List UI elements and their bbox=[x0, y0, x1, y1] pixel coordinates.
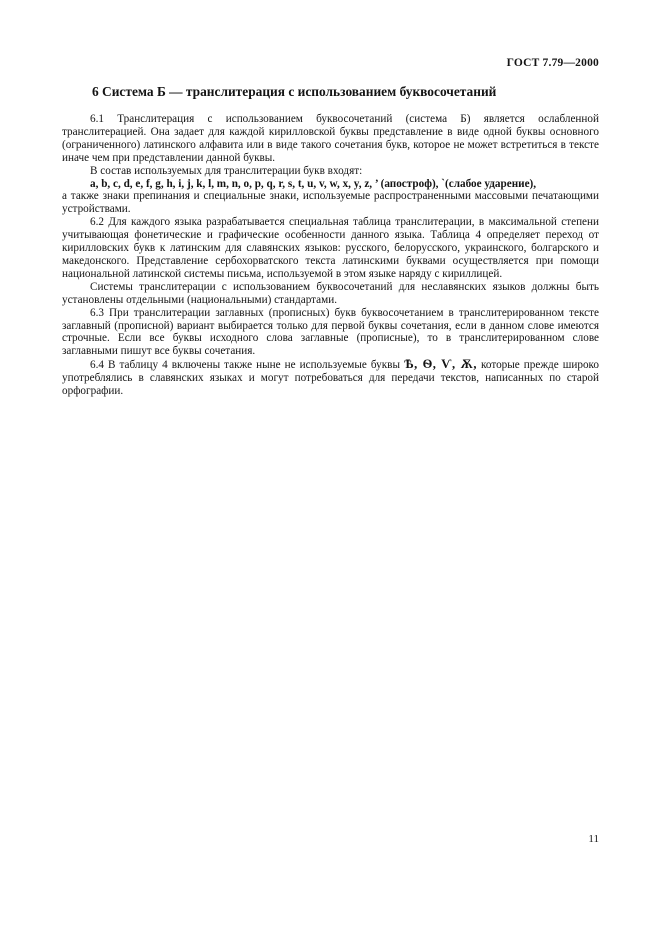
page-number: 11 bbox=[588, 833, 599, 845]
paragraph-6-4-before: 6.4 В таблицу 4 включены также ныне не используемые буквы bbox=[90, 359, 400, 372]
paragraph-6-2: 6.2 Для каждого языка разрабатывается специальная таблица транслитерации, в максимальной степени учитывающая фонетические и графические особенности данного языка. Таблица 4 определяет переход от кирилловских букв к латинским для славянских языков: русского, белорусского, украинского, болгарского и македонского. Представление сербохорватского текста латинскими буквами осуществляется при помощи национальной латинской системы письма, используемой в этом языке наряду с кириллицей. bbox=[62, 216, 599, 280]
old-letters-glyphs: Ѣ, Ѳ, Ѵ, Ѫ, bbox=[404, 357, 477, 372]
paragraph-6-4-after: которые прежде широко употреблялись в славянских языках и могут потребоваться для передачи текстов, написанных по старой орфографии. bbox=[62, 359, 600, 398]
body-text bbox=[62, 113, 599, 398]
paragraph-6-4 bbox=[62, 358, 599, 398]
paragraph-6-1-tail: а также знаки препинания и специальные знаки, используемые распространенными массовыми печатающими устройствами. bbox=[62, 190, 599, 216]
section-title: 6 Система Б — транслитерация с использованием буквосочетаний bbox=[92, 84, 497, 99]
paragraph-6-1-letters bbox=[62, 178, 599, 191]
paragraph-6-1-intro: В состав используемых для транслитерации букв входят: bbox=[90, 164, 363, 177]
latin-letters-list: a, b, c, d, e, f, g, h, i, j, k, l, m, n, o, p, q, r, s, t, u, v, w, x, y, z, ’ (апостроф), `(слабое ударение), bbox=[90, 177, 537, 190]
standard-code: ГОСТ 7.79—2000 bbox=[506, 57, 599, 69]
paragraph-6-3: 6.3 При транслитерации заглавных (прописных) букв буквосочетанием в транслитерированном тексте заглавный (прописной) вариант выбирается только для первой буквы сочетания, если в данном слове имеются строчные. Если все буквы исходного слова заглавные (прописные), то в транслитерированном слове заглавными пишут все буквы сочетания. bbox=[62, 306, 599, 358]
paragraph-6-1: 6.1 Транслитерация с использованием буквосочетаний (система Б) является ослабленной транслитерацией. Она задает для каждой кирилловской буквы представление в виде одной буквы основного (ограниченного) латинского алфавита или в виде такого сочетания букв, которое не может встретиться в тексте иначе чем при представлении данной буквы. bbox=[62, 113, 599, 164]
paragraph-6-2-b: Системы транслитерации с использованием буквосочетаний для неславянских языков должны быть установлены отдельными (национальными) стандартами. bbox=[62, 280, 599, 306]
